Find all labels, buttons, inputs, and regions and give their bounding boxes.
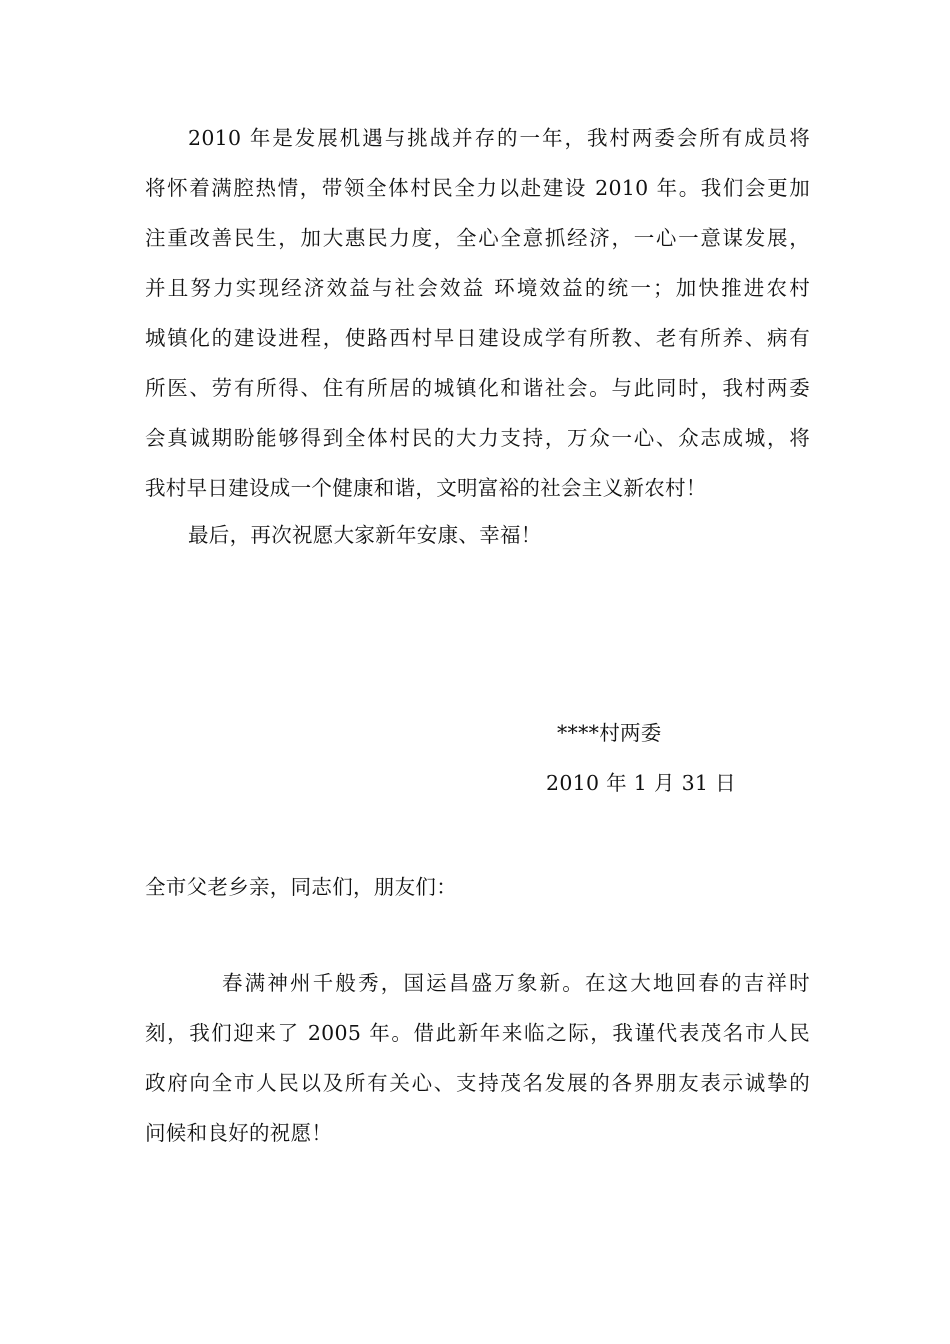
paragraph-line: 2010 年是发展机遇与挑战并存的一年，我村两委会所有成员将 (188, 126, 810, 150)
greeting: 全市父老乡亲，同志们，朋友们： (145, 875, 457, 899)
paragraph-line: 我村早日建设成一个健康和谐，文明富裕的社会主义新农村！ (145, 476, 707, 500)
closing-wish: 最后，再次祝愿大家新年安康、幸福！ (188, 523, 542, 547)
paragraph-line: 将怀着满腔热情，带领全体村民全力以赴建设 2010 年。我们会更加 (145, 176, 810, 200)
paragraph-line: 城镇化的建设进程，使路西村早日建设成学有所教、老有所养、病有 (145, 326, 810, 350)
paragraph-line: 会真诚期盼能够得到全体村民的大力支持，万众一心、众志成城，将 (145, 426, 810, 450)
paragraph-line: 所医、劳有所得、住有所居的城镇化和谐社会。与此同时，我村两委 (145, 376, 810, 400)
paragraph-line: 政府向全市人民以及所有关心、支持茂名发展的各界朋友表示诚挚的 (145, 1071, 810, 1095)
paragraph-line: 并且努力实现经济效益与社会效益 环境效益的统一；加快推进农村 (145, 276, 810, 300)
paragraph-line: 刻，我们迎来了 2005 年。借此新年来临之际，我谨代表茂名市人民 (145, 1021, 810, 1045)
paragraph-line: 春满神州千般秀，国运昌盛万象新。在这大地回春的吉祥时 (222, 971, 810, 995)
paragraph-line: 注重改善民生，加大惠民力度，全心全意抓经济，一心一意谋发展， (145, 226, 810, 250)
paragraph-line: 问候和良好的祝愿！ (145, 1121, 333, 1145)
signature-org: ****村两委 (557, 721, 662, 745)
signature-date: 2010 年 1 月 31 日 (546, 771, 736, 795)
